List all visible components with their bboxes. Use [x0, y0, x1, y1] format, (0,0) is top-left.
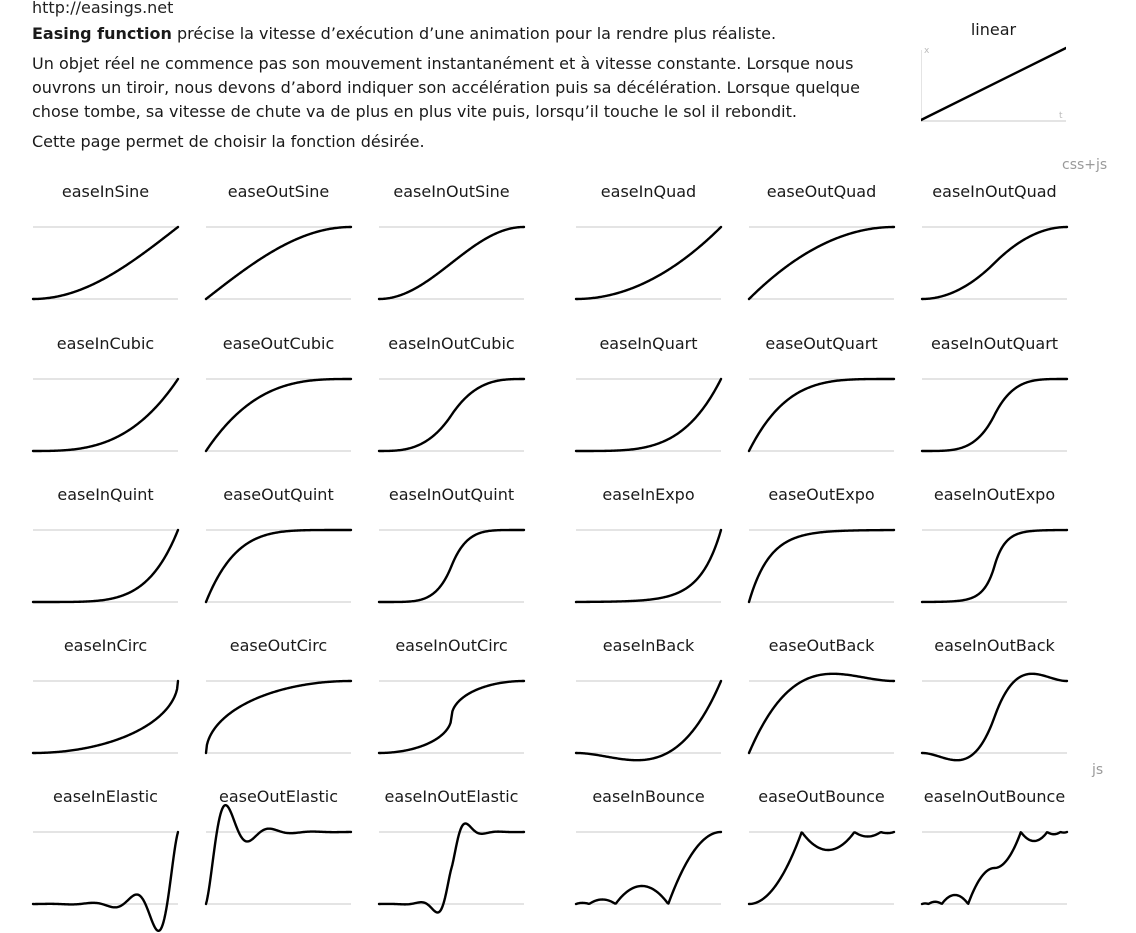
easing-curve-easeInOutExpo — [922, 530, 1067, 602]
easing-title: easeOutQuint — [223, 485, 334, 504]
easing-curve-easeInCirc — [33, 681, 178, 753]
easing-graph — [206, 812, 351, 927]
easing-graph — [33, 510, 178, 625]
easing-curve-easeInCubic — [33, 379, 178, 451]
easing-curve-easeOutCubic — [206, 379, 351, 451]
intro-paragraph-3: Cette page permet de choisir la fonction désirée. — [32, 132, 425, 151]
easing-graph — [33, 207, 178, 322]
intro-line-1-rest: précise la vitesse d’exécution d’une animation pour la rendre plus réaliste. — [171, 24, 777, 43]
easing-title: easeOutSine — [227, 182, 330, 201]
easing-curve-easeInQuad — [576, 227, 721, 299]
easing-graph — [576, 510, 721, 625]
easing-card-easeOutBack[interactable] — [749, 628, 894, 768]
easing-card-easeInExpo[interactable] — [576, 477, 721, 617]
easing-title: easeOutCubic — [222, 334, 335, 353]
easing-curve-easeInElastic — [33, 832, 178, 931]
easing-curve-easeInBounce — [576, 832, 721, 904]
linear-y-label: x — [924, 46, 930, 56]
easing-card-easeOutExpo[interactable] — [749, 477, 894, 617]
easing-card-easeInOutQuint[interactable] — [379, 477, 524, 617]
easing-title: easeOutElastic — [218, 787, 339, 806]
easing-title: easeOutCirc — [229, 636, 328, 655]
intro-bold: Easing function — [32, 24, 172, 43]
easing-graph — [33, 359, 178, 474]
easing-curve-easeOutSine — [206, 227, 351, 299]
linear-x-label: t — [1059, 111, 1063, 121]
easing-title: easeInQuad — [600, 182, 697, 201]
easing-graph — [922, 359, 1067, 474]
site-url[interactable]: http://easings.net — [32, 0, 174, 17]
easing-title: easeInQuint — [57, 485, 154, 504]
easing-curve-easeInBack — [576, 681, 721, 760]
easing-title: easeInBack — [602, 636, 695, 655]
linear-example[interactable] — [921, 20, 1066, 126]
easing-graph — [922, 207, 1067, 322]
easing-card-easeInOutCirc[interactable] — [379, 628, 524, 768]
easing-curve-easeOutCirc — [206, 681, 351, 753]
easing-title: easeInCirc — [63, 636, 148, 655]
easing-graph — [922, 510, 1067, 625]
easing-curve-easeInOutElastic — [379, 824, 524, 913]
easing-title: easeInOutCubic — [388, 334, 515, 353]
easing-card-easeInOutQuad[interactable] — [922, 174, 1067, 314]
easing-card-easeInElastic[interactable] — [33, 779, 178, 919]
easing-graph — [379, 510, 524, 625]
easing-title: easeInOutExpo — [933, 485, 1056, 504]
easing-card-easeInOutSine[interactable] — [379, 174, 524, 314]
easing-card-easeInQuint[interactable] — [33, 477, 178, 617]
easing-title: easeInOutElastic — [384, 787, 519, 806]
easing-curve-easeOutQuart — [749, 379, 894, 451]
easing-curve-easeInOutCubic — [379, 379, 524, 451]
intro-text — [32, 22, 892, 160]
easing-title: easeInCubic — [56, 334, 155, 353]
easing-card-easeInSine[interactable] — [33, 174, 178, 314]
easing-graph — [206, 207, 351, 322]
easing-card-easeOutCirc[interactable] — [206, 628, 351, 768]
easing-title: easeOutBack — [768, 636, 875, 655]
easing-title: easeInElastic — [53, 787, 158, 806]
easing-card-easeInBounce[interactable] — [576, 779, 721, 919]
js-badge: js — [1092, 762, 1104, 778]
easing-graph — [576, 661, 721, 776]
easing-card-easeInBack[interactable] — [576, 628, 721, 768]
easing-curve-easeInOutQuart — [922, 379, 1067, 451]
easing-title: easeInBounce — [592, 787, 705, 806]
easing-graph — [749, 812, 894, 927]
easing-card-easeInCubic[interactable] — [33, 326, 178, 466]
easing-graph — [749, 359, 894, 474]
easing-curve-easeOutElastic — [206, 805, 351, 904]
easing-card-easeOutQuad[interactable] — [749, 174, 894, 314]
easing-graph — [749, 510, 894, 625]
easing-curve-easeInOutBounce — [922, 832, 1067, 904]
easing-curve-easeInOutQuint — [379, 530, 524, 602]
linear-graph — [921, 42, 1066, 122]
easing-card-easeInQuad[interactable] — [576, 174, 721, 314]
easing-curve-easeInQuart — [576, 379, 721, 451]
easing-title: easeOutQuart — [765, 334, 878, 353]
intro-paragraph-2: Un objet réel ne commence pas son mouvement instantanément et à vitesse constante. Lorsque nous ouvrons un tiroir, nous devons d’abord indiquer son accélération puis sa décélération. Lorsque quelque chose tombe, sa vitesse de chute va de plus en plus vite puis, lorsqu’il touche le sol il rebondit. — [32, 54, 860, 121]
easing-curve-easeInSine — [33, 227, 178, 299]
easing-graph — [576, 359, 721, 474]
easing-curve-easeOutBounce — [749, 832, 894, 904]
linear-title: linear — [970, 20, 1017, 39]
easing-title: easeInOutQuad — [932, 182, 1057, 201]
easing-graph — [749, 207, 894, 322]
easing-card-easeOutQuint[interactable] — [206, 477, 351, 617]
easing-graph — [206, 510, 351, 625]
easing-card-easeInOutBounce[interactable] — [922, 779, 1067, 919]
easing-curve-easeInOutSine — [379, 227, 524, 299]
easing-graph — [749, 661, 894, 776]
easing-curve-easeOutExpo — [749, 530, 894, 602]
easing-graph — [379, 661, 524, 776]
easing-card-easeInOutExpo[interactable] — [922, 477, 1067, 617]
easing-title: easeInOutBack — [934, 636, 1055, 655]
easing-card-easeOutSine[interactable] — [206, 174, 351, 314]
easing-card-easeOutBounce[interactable] — [749, 779, 894, 919]
easing-graph — [922, 812, 1067, 927]
easing-title: easeInOutSine — [393, 182, 510, 201]
easing-curve-easeInOutQuad — [922, 227, 1067, 299]
easing-graph — [379, 207, 524, 322]
easing-card-easeInCirc[interactable] — [33, 628, 178, 768]
easing-card-easeInQuart[interactable] — [576, 326, 721, 466]
easing-title: easeInOutQuart — [930, 334, 1059, 353]
easing-curve-easeOutBack — [749, 674, 894, 753]
easing-graph — [206, 661, 351, 776]
easing-card-easeInOutElastic[interactable] — [379, 779, 524, 919]
easing-graph — [379, 359, 524, 474]
easing-title: easeInOutCirc — [395, 636, 508, 655]
intro-line-1 — [32, 22, 892, 46]
easing-graph — [33, 812, 178, 927]
easing-title: easeOutExpo — [768, 485, 875, 504]
easing-graph — [922, 661, 1067, 776]
easing-card-easeInOutQuart[interactable] — [922, 326, 1067, 466]
easing-title: easeInOutQuint — [388, 485, 515, 504]
easing-curve-easeInExpo — [576, 530, 721, 602]
easing-graph — [379, 812, 524, 927]
easing-title: easeOutBounce — [758, 787, 885, 806]
easing-title: easeInQuart — [599, 334, 698, 353]
easing-curve-easeOutQuad — [749, 227, 894, 299]
easing-card-easeOutElastic[interactable] — [206, 779, 351, 919]
easing-curve-easeInOutBack — [922, 674, 1067, 760]
easing-title: easeOutQuad — [766, 182, 877, 201]
easing-curve-easeOutQuint — [206, 530, 351, 602]
easing-card-easeInOutBack[interactable] — [922, 628, 1067, 768]
easing-title: easeInExpo — [602, 485, 695, 504]
easing-card-easeInOutCubic[interactable] — [379, 326, 524, 466]
easing-title: easeInSine — [61, 182, 150, 201]
easing-card-easeOutQuart[interactable] — [749, 326, 894, 466]
easing-curve-easeInQuint — [33, 530, 178, 602]
css-js-badge: css+js — [1062, 157, 1108, 173]
easing-title: easeInOutBounce — [923, 787, 1066, 806]
easing-graph — [576, 812, 721, 927]
easing-card-easeOutCubic[interactable] — [206, 326, 351, 466]
easing-graph — [576, 207, 721, 322]
easing-curve-easeInOutCirc — [379, 681, 524, 753]
linear-curve — [921, 48, 1066, 120]
easing-graph — [33, 661, 178, 776]
easing-graph — [206, 359, 351, 474]
